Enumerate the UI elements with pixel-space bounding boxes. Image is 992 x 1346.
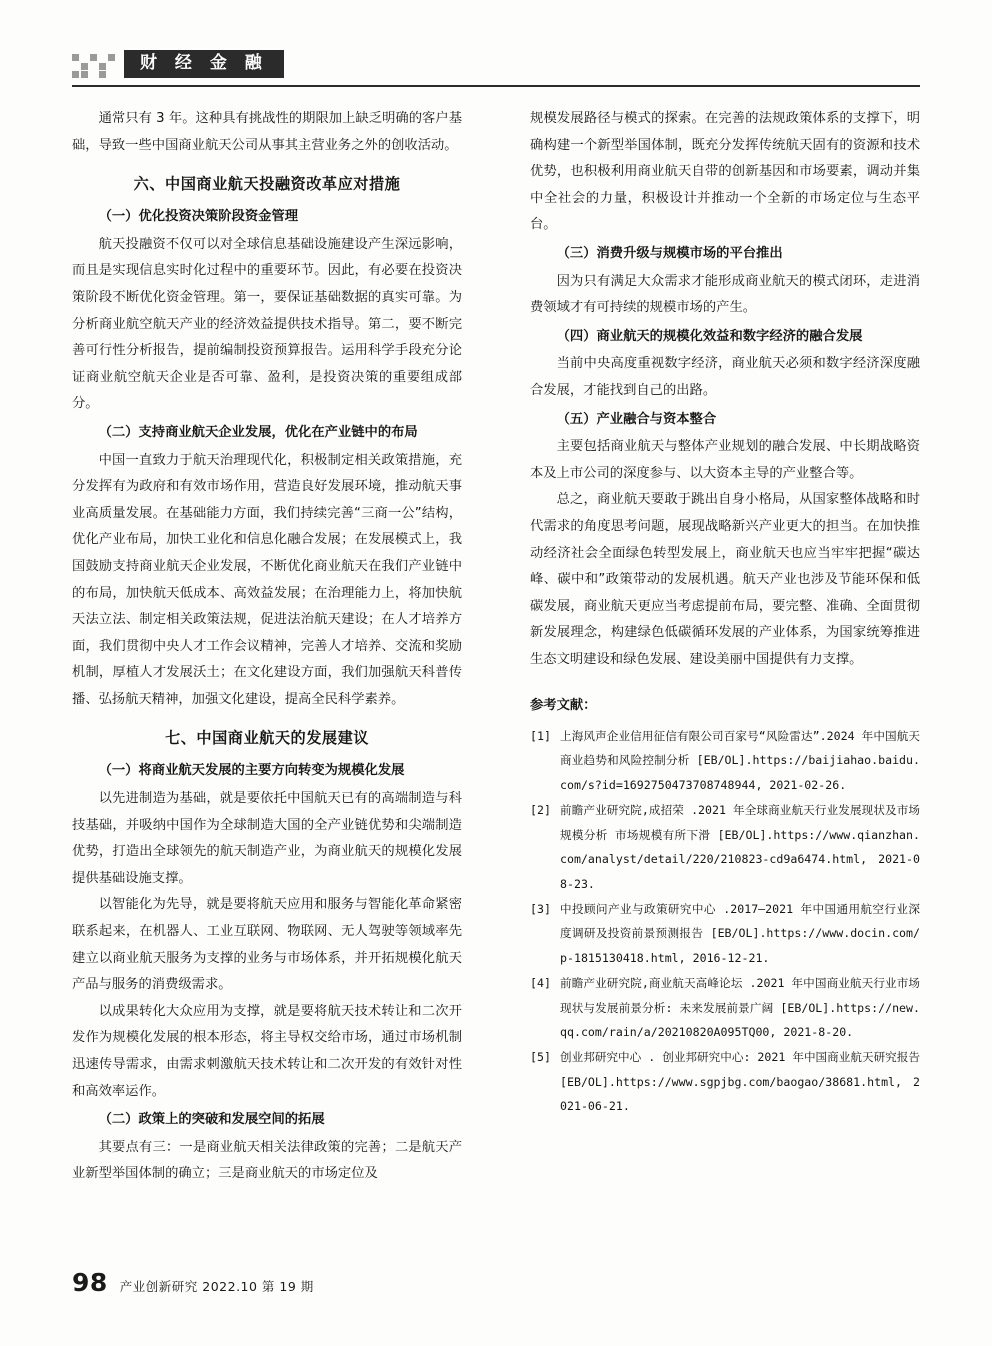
subheading-7-1: （一）将商业航天发展的主要方向转变为规模化发展 xyxy=(98,763,405,779)
reference-number: [4] xyxy=(530,976,551,991)
reference-number: [2] xyxy=(530,803,551,818)
subheading-6-1: （一）优化投资决策阶段资金管理 xyxy=(98,209,299,225)
page-number: 98 xyxy=(72,1268,108,1297)
page-header xyxy=(72,44,920,88)
paragraph-intro: 通常只有 3 年。这种具有挑战性的期限加上缺乏明确的客户基础，导致一些中国商业航天公司从事其主营业务之外的创收活动。 xyxy=(72,111,462,153)
decorative-squares-icon xyxy=(72,54,120,78)
right-column xyxy=(530,106,920,1120)
heading-section-6: 六、中国商业航天投融资改革应对措施 xyxy=(133,175,401,194)
reference-text: 前瞻产业研究院,商业航天高峰论坛 .2021 年中国商业航天行业市场现状与发展前景分析: 未来发展前景广阔 [EB/OL].https://new.qq.com/rain/a/20210820A095TQ00, 2021-8-20. xyxy=(560,976,920,1039)
header-divider xyxy=(72,85,920,87)
subheading-6-2: （二）支持商业航天企业发展，优化在产业链中的布局 xyxy=(98,424,418,440)
paragraph-7-1a: 以先进制造为基础，就是要依托中国航天已有的高端制造与科技基础，并吸纳中国作为全球制造大国的全产业链优势和尖端制造优势，打造出全球领先的航天制造产业，为商业航天的规模化发展提供基础设施支撑。 xyxy=(72,791,462,886)
subheading-7-4: （四）商业航天的规模化效益和数字经济的融合发展 xyxy=(556,328,863,344)
subheading-7-5: （五）产业融合与资本整合 xyxy=(556,411,717,427)
paragraph-7-5: 主要包括商业航天与整体产业规划的融合发展、中长期战略资本及上市公司的深度参与、以大资本主导的产业整合等。 xyxy=(530,439,920,481)
reference-text: 前瞻产业研究院,成招荣 .2021 年全球商业航天行业发展现状及市场规模分析 市场规模有所下滑 [EB/OL].https://www.qianzhan.com/analyst/detail/220/210823-cd9a6474.html, 2021-08-23. xyxy=(560,803,920,891)
paragraph-7-1c: 以成果转化大众应用为支撑，就是要将航天技术转让和二次开发作为规模化发展的根本形态，将主导权交给市场，通过市场机制迅速传导需求，由需求刺激航天技术转让和二次开发的有效针对性和高效率运作。 xyxy=(72,1003,462,1099)
reference-number: [3] xyxy=(530,901,551,916)
reference-item xyxy=(530,971,920,1044)
reference-text: 中投顾问产业与政策研究中心 .2017—2021 年中国通用航空行业深度调研及投资前景预测报告 [EB/OL].https://www.docin.com/p-1815130418.html, 2016-12-21. xyxy=(560,901,920,965)
reference-item xyxy=(530,724,920,797)
left-column xyxy=(72,106,462,1188)
subheading-7-3: （三）消费升级与规模市场的平台推出 xyxy=(556,245,783,261)
reference-text: 创业邦研究中心 . 创业邦研究中心: 2021 年中国商业航天研究报告 [EB/OL].https://www.sgpjbg.com/baogao/38681.html, 2021-06-21. xyxy=(560,1050,920,1114)
reference-item xyxy=(530,798,920,896)
paragraph-6-1: 航天投融资不仅可以对全球信息基础设施建设产生深远影响，而且是实现信息实时化过程中的重要环节。因此，有必要在投资决策阶段不断优化资金管理。第一，要保证基础数据的真实可靠。为分析商业航空航天产业的经济效益提供技术指导。第二，要不断完善可行性分析报告，提前编制投资预算报告。运用科学手段充分论证商业航空航天企业是否可靠、盈利，是投资决策的重要组成部分。 xyxy=(72,236,462,412)
references-list xyxy=(530,724,920,1119)
subheading-7-2: （二）政策上的突破和发展空间的拓展 xyxy=(98,1112,325,1128)
reference-number: [5] xyxy=(530,1050,551,1065)
journal-issue-info: 产业创新研究 2022.10 第 19 期 xyxy=(119,1279,314,1294)
reference-number: [1] xyxy=(530,729,551,744)
paragraph-continued: 规模发展路径与模式的探索。在完善的法规政策体系的支撑下，明确构建一个新型举国体制，既充分发挥传统航天固有的资源和技术优势，也积极利用商业航天自带的创新基因和市场要素，调动并集中全社会的力量，积极设计并推动一个全新的市场定位与生态平台。 xyxy=(530,111,920,233)
paragraph-conclusion: 总之，商业航天要敢于跳出自身小格局，从国家整体战略和时代需求的角度思考问题，展现战略新兴产业更大的担当。在加快推动经济社会全面绿色转型发展上，商业航天也应当牢牢把握“碳达峰、碳中和”政策带动的发展机遇。航天产业也涉及节能环保和低碳发展，商业航天更应当考虑提前布局，要完整、准确、全面贯彻新发展理念，构建绿色低碳循环发展的产业体系，为国家统筹推进生态文明建设和绿色发展、建设美丽中国提供有力支撑。 xyxy=(530,492,920,667)
paragraph-7-1b: 以智能化为先导，就是要将航天应用和服务与智能化革命紧密联系起来，在机器人、工业互联网、物联网、无人驾驶等领域率先建立以商业航天服务为支撑的业务与市场体系，并开拓规模化航天产品与服务的消费级需求。 xyxy=(72,897,462,993)
paragraph-6-2: 中国一直致力于航天治理现代化，积极制定相关政策措施，充分发挥有为政府和有效市场作用，营造良好发展环境，推动航天事业高质量发展。在基础能力方面，我们持续完善“三商一公”结构，优化产业布局，加快工业化和信息化融合发展；在发展模式上，我国鼓励支持商业航天企业发展，不断优化商业航天在我们产业链中的布局，加快航天低成本、高效益发展；在治理能力上，将加快航天法立法、制定相关政策法规，促进法治航天建设；在人才培养方面，我们贯彻中央人才工作会议精神，完善人才培养、交流和奖励机制，厚植人才发展沃土；在文化建设方面，我们加强航天科普传播、弘扬航天精神，加强文化建设，提高全民科学素养。 xyxy=(72,452,462,707)
references-heading: 参考文献： xyxy=(530,698,597,714)
reference-item xyxy=(530,1045,920,1118)
page-footer xyxy=(72,1268,920,1297)
section-label: 财 经 金 融 xyxy=(124,50,284,78)
heading-section-7: 七、中国商业航天的发展建议 xyxy=(165,729,369,748)
paragraph-7-2: 其要点有三：一是商业航天相关法律政策的完善；二是航天产业新型举国体制的确立；三是商业航天的市场定位及 xyxy=(72,1139,462,1182)
reference-item xyxy=(530,897,920,970)
paragraph-7-4: 当前中央高度重视数字经济，商业航天必须和数字经济深度融合发展，才能找到自己的出路。 xyxy=(530,356,920,398)
paragraph-7-3: 因为只有满足大众需求才能形成商业航天的模式闭环，走进消费领域才有可持续的规模市场的产生。 xyxy=(530,273,920,316)
reference-text: 上海风声企业信用征信有限公司百家号“风险雷达”.2024 年中国航天商业趋势和风险控制分析 [EB/OL].https://baijiahao.baidu.com/s?id=1692750473708748944, 2021-02-26. xyxy=(560,729,920,792)
